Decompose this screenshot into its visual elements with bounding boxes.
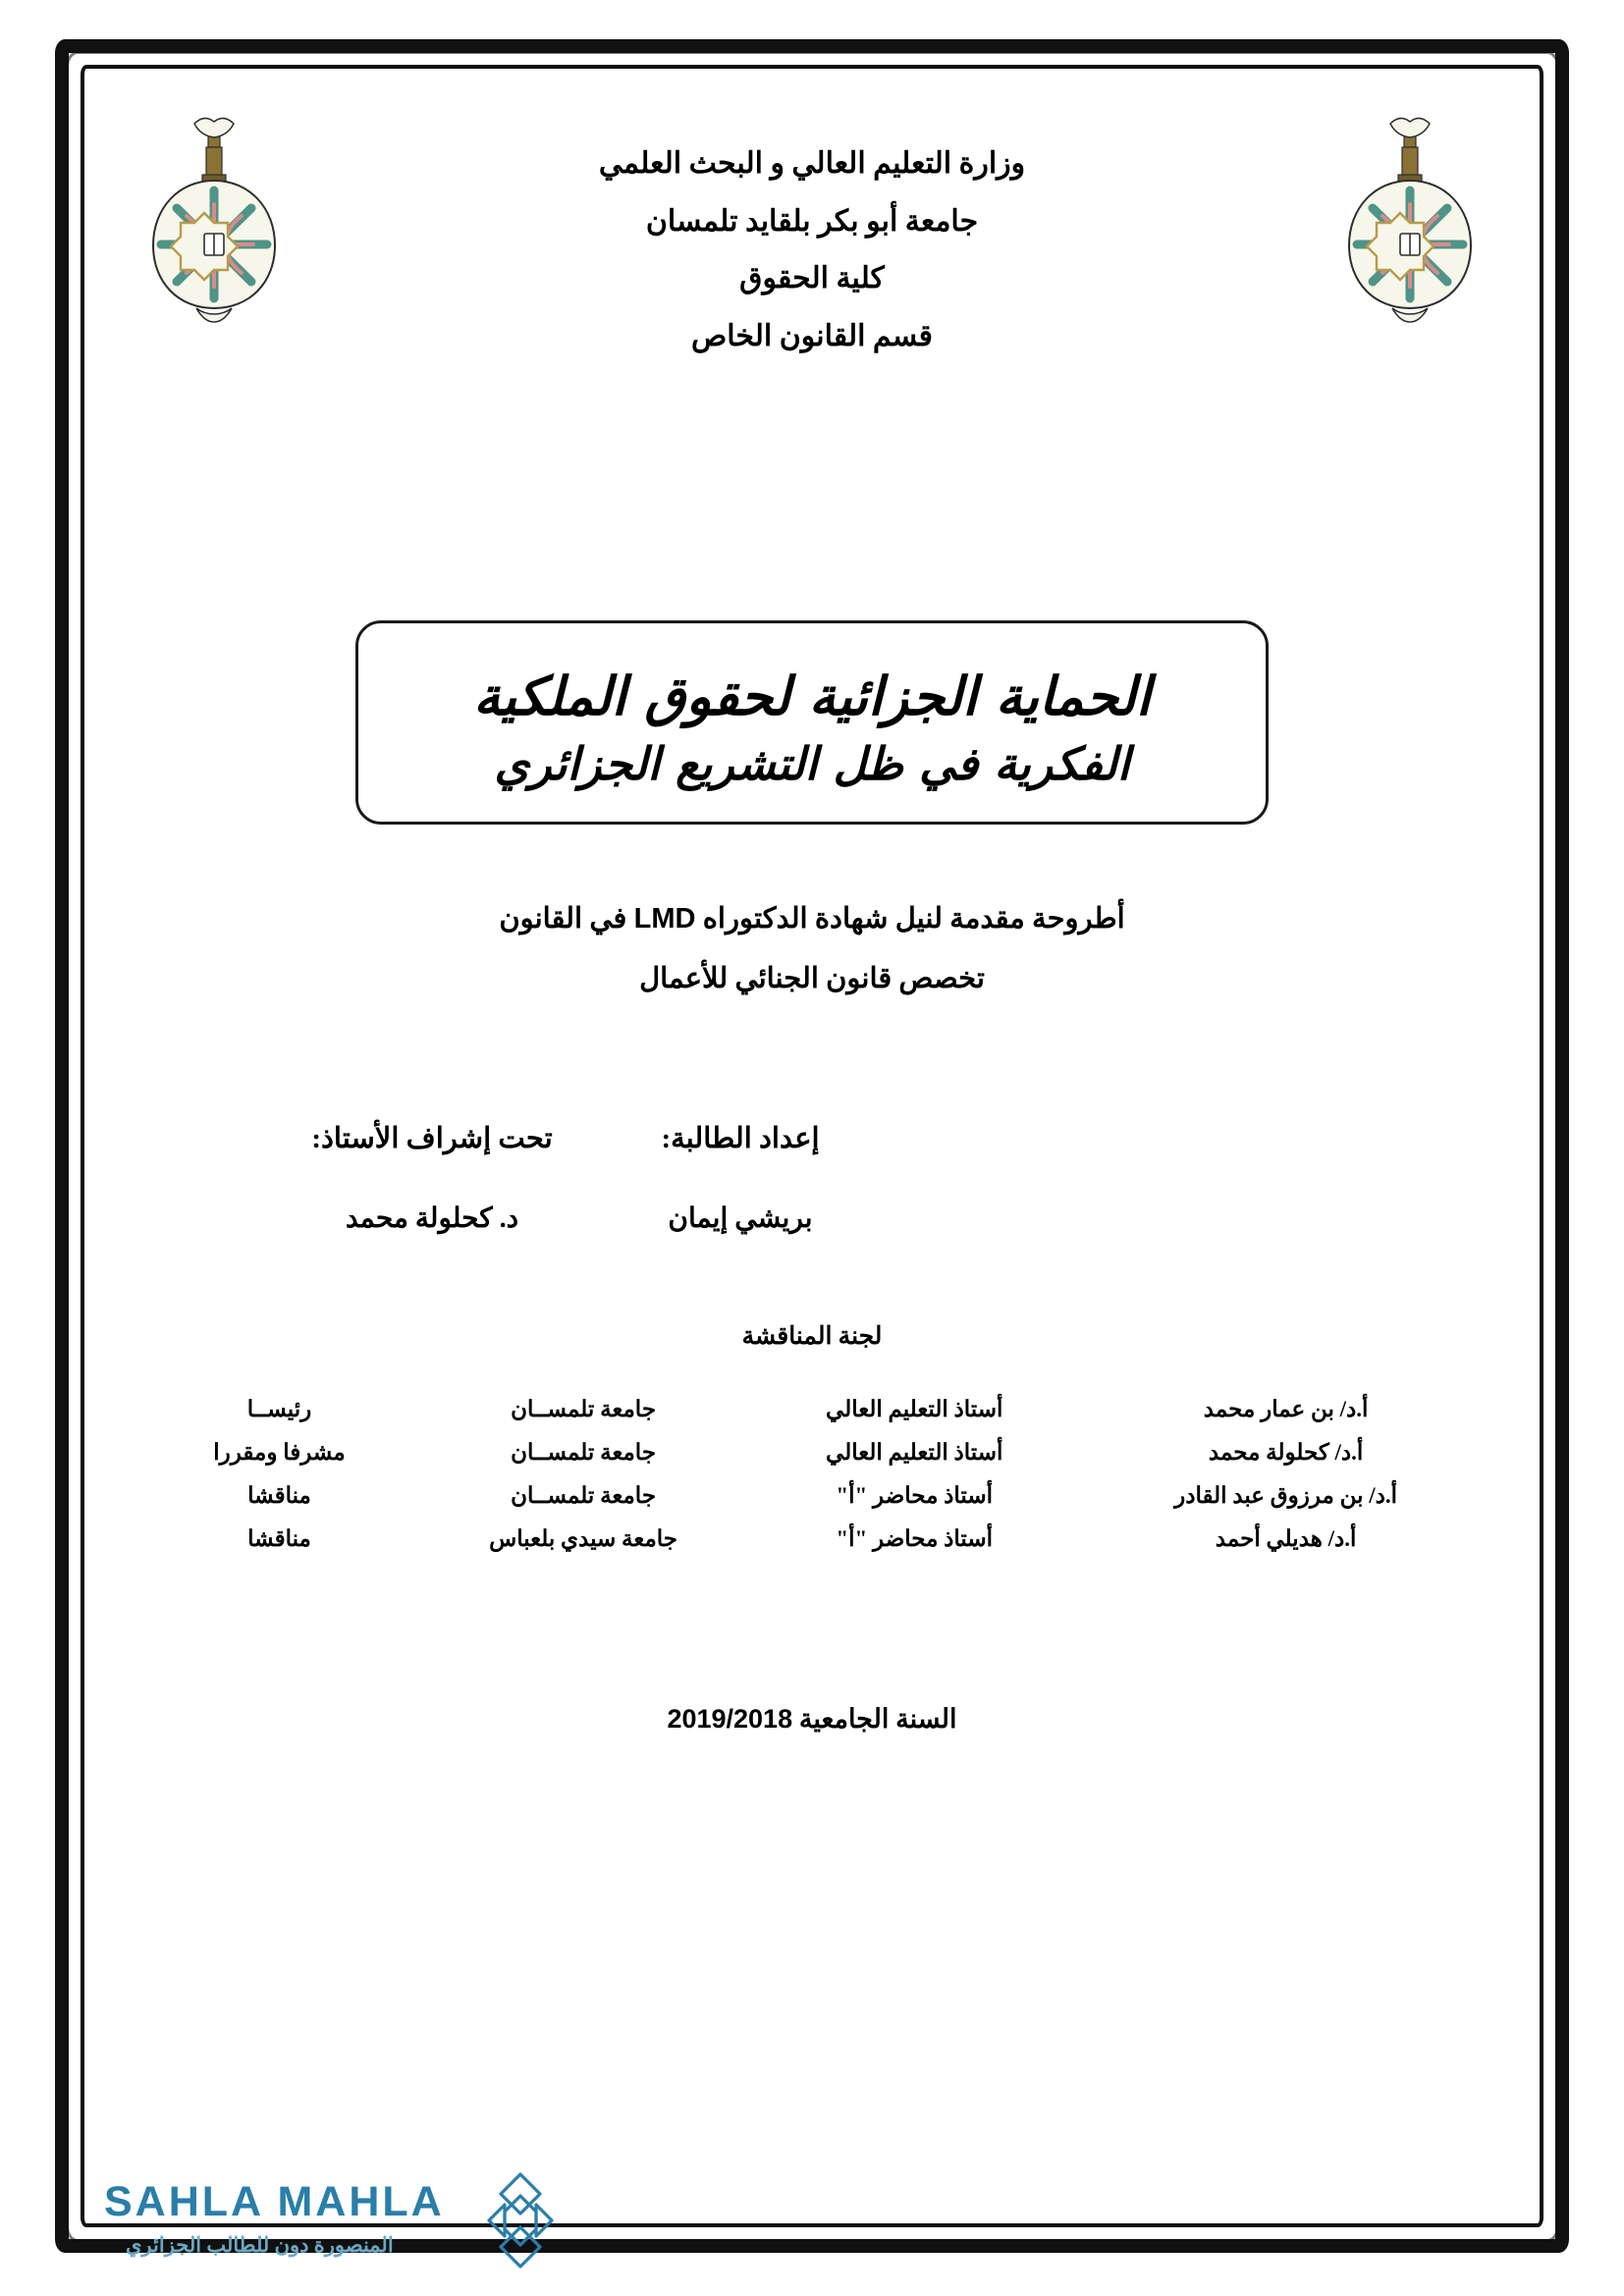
header-faculty: كلية الحقوق — [739, 262, 885, 294]
page-content — [108, 94, 1516, 2198]
thesis-title — [355, 640, 1269, 817]
watermark-logo-icon — [475, 2168, 566, 2272]
jury-member-role: مناقشا — [247, 1526, 311, 1551]
supervisor-column — [255, 1121, 609, 1237]
jury-member-university: جامعة سيدي بلعباس — [489, 1526, 678, 1551]
jury-member-university: جامعة تلمســان — [511, 1397, 657, 1421]
degree-specialization: تخصص قانون الجنائي للأعمال — [639, 962, 985, 994]
degree-lmd-label: LMD — [633, 903, 696, 934]
table-row — [137, 1474, 1489, 1518]
degree-prefix: أطروحة مقدمة لنيل شهادة الدكتوراه — [695, 903, 1125, 934]
jury-member-university: جامعة تلمســان — [511, 1440, 657, 1465]
table-row — [137, 1518, 1489, 1561]
jury-member-role: مشرفا ومقررا — [213, 1440, 346, 1465]
watermark-brand: SAHLA MAHLA — [104, 2178, 445, 2225]
student-role-label: إعداد الطالبة: — [661, 1123, 820, 1154]
degree-statement — [108, 889, 1516, 1009]
jury-member-rank: أستاذ محاضر "أ" — [836, 1526, 994, 1551]
academic-year — [108, 1704, 1516, 1735]
jury-heading: لجنة المناقشة — [741, 1323, 883, 1350]
table-row — [137, 1431, 1489, 1474]
watermark-tagline: المنصورة دون للطالب الجزائري — [126, 2233, 394, 2257]
thesis-title-line-1: الحماية الجزائية لحقوق الملكية — [473, 665, 1151, 728]
authorship-block — [108, 1121, 1516, 1268]
student-column — [573, 1121, 907, 1237]
jury-table — [137, 1388, 1489, 1561]
student-name: بريشي إيمان — [668, 1202, 813, 1234]
jury-member-rank: أستاذ التعليم العالي — [826, 1440, 1003, 1465]
academic-year-label: السنة الجامعية — [792, 1704, 957, 1734]
jury-member-rank: أستاذ التعليم العالي — [826, 1397, 1003, 1421]
jury-member-university: جامعة تلمســان — [511, 1483, 657, 1508]
jury-member-name: أ.د/ بن مرزوق عبد القادر — [1174, 1483, 1398, 1508]
jury-member-rank: أستاذ محاضر "أ" — [836, 1483, 994, 1508]
degree-suffix: في القانون — [499, 903, 634, 934]
header-department: قسم القانون الخاص — [691, 319, 933, 352]
supervisor-role-label: تحت إشراف الأستاذ: — [311, 1123, 553, 1154]
watermark — [104, 2161, 566, 2278]
supervisor-name: د. كحلولة محمد — [345, 1202, 519, 1234]
jury-member-name: أ.د/ كحلولة محمد — [1208, 1440, 1364, 1465]
degree-line-1 — [108, 889, 1516, 949]
jury-member-role: مناقشا — [247, 1483, 311, 1508]
header-ministry: وزارة التعليم العالي و البحث العلمي — [598, 147, 1026, 180]
jury-member-name: أ.د/ بن عمار محمد — [1203, 1397, 1369, 1421]
jury-member-role: رئيســا — [246, 1397, 312, 1421]
table-row — [137, 1388, 1489, 1431]
thesis-title-line-2: الفكرية في ظل التشريع الجزائري — [494, 737, 1130, 791]
institution-header — [108, 135, 1516, 365]
header-university: جامعة أبو بكر بلقايد تلمسان — [645, 204, 979, 238]
academic-year-value: 2019/2018 — [667, 1704, 793, 1734]
jury-member-name: أ.د/ هديلي أحمد — [1215, 1526, 1357, 1551]
